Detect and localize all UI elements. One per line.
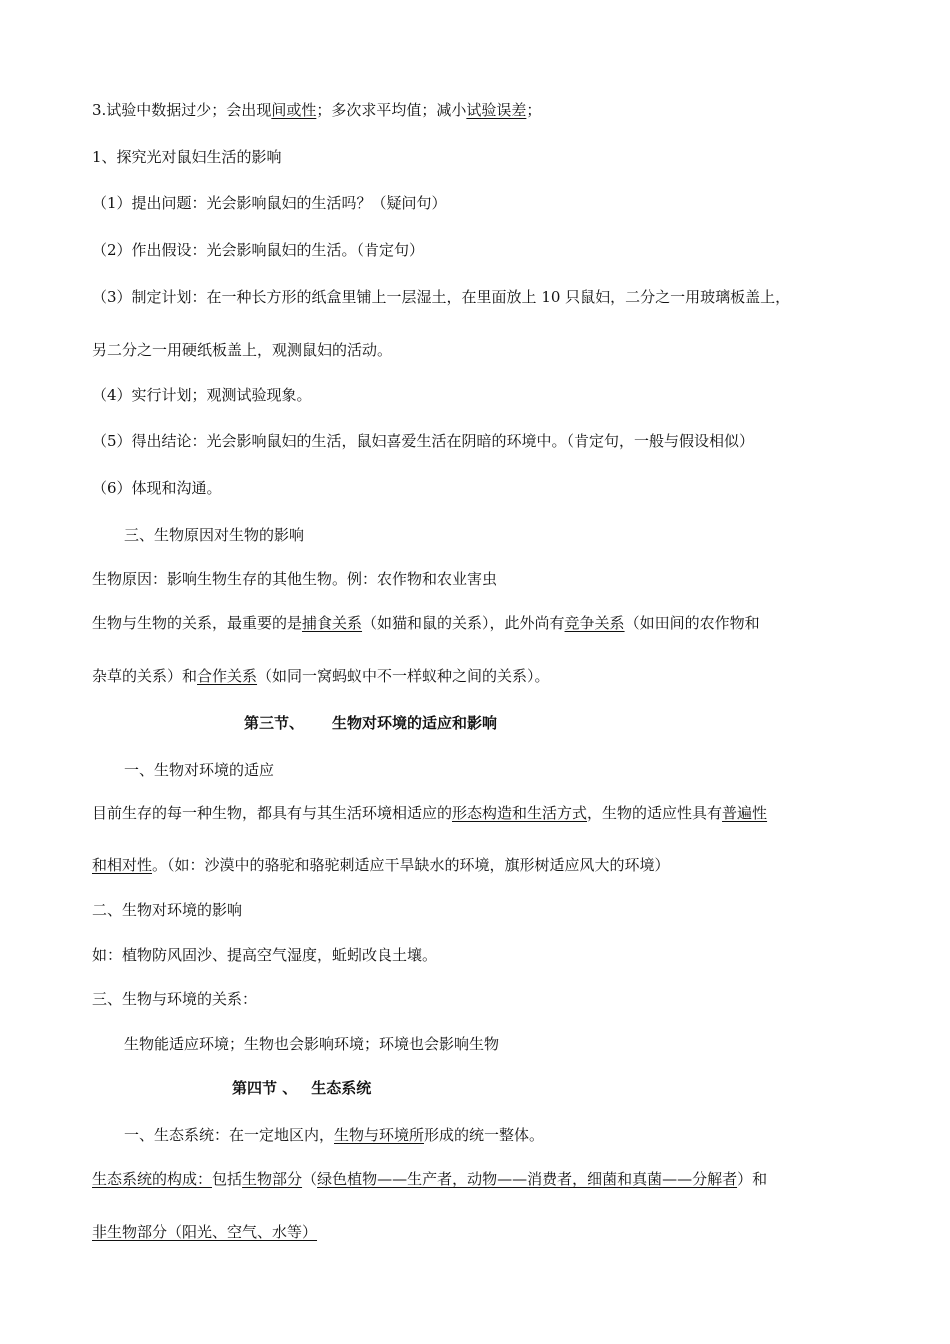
underlined-term: 生物部分 — [242, 1170, 303, 1188]
subheading-relationship: 三、生物与环境的关系： — [92, 990, 258, 1008]
text: ）和 — [737, 1170, 768, 1188]
underlined-term: 竞争关系 — [564, 614, 625, 632]
influence-example: 如：植物防风固沙、提高空气湿度，蚯蚓改良土壤。 — [92, 946, 438, 964]
subheading-adaptation: 一、生物对环境的适应 — [124, 761, 275, 779]
text: ； — [526, 101, 542, 119]
underlined-term: 生态系统的构成： — [92, 1170, 213, 1188]
underlined-term: 捕食关系 — [302, 614, 363, 632]
text: （如同一窝蚂蚁中不一样蚁种之间的关系）。 — [257, 667, 550, 685]
text: ，生物的适应性具有 — [587, 804, 723, 822]
text: 杂草的关系）和 — [92, 667, 198, 685]
adaptation-paragraph — [92, 803, 767, 823]
section-title: 生态系统 — [311, 1079, 372, 1097]
underlined-term: 绿色植物——生产者，动物——消费者，细菌和真菌——分解者 — [317, 1170, 738, 1188]
ecosystem-composition — [92, 1169, 767, 1189]
underlined-term: 合作关系 — [197, 667, 258, 685]
step-3-continued: 另二分之一用硬纸板盖上，观测鼠妇的活动。 — [92, 341, 393, 359]
step-1: （1）提出问题：光会影响鼠妇的生活吗？（疑问句） — [92, 194, 447, 212]
text: 生物与生物的关系，最重要的是 — [92, 614, 303, 632]
underlined-term: 间或性 — [271, 101, 317, 119]
text: （如猫和鼠的关系），此外尚有 — [362, 614, 565, 632]
text: 。（如：沙漠中的骆驼和骆驼刺适应干旱缺水的环境，旗形树适应风大的环境） — [152, 856, 670, 874]
underlined-term: 非生物部分（阳光、空气、水等） — [92, 1223, 318, 1241]
step-5: （5）得出结论：光会影响鼠妇的生活，鼠妇喜爱生活在阴暗的环境中。（肯定句，一般与假设相似） — [92, 432, 755, 450]
section-number: 第四节 、 — [232, 1079, 298, 1097]
ecosystem-composition-continued — [92, 1222, 317, 1242]
underlined-term: 试验误差 — [466, 101, 527, 119]
subheading-biotic-factors: 三、生物原因对生物的影响 — [124, 526, 305, 544]
text: （如田间的农作物和 — [624, 614, 760, 632]
text: 形成的统一整体。 — [424, 1126, 545, 1144]
section-title: 生物对环境的适应和影响 — [332, 714, 498, 732]
ecosystem-definition — [124, 1125, 544, 1145]
relationship-statement: 生物能适应环境；生物也会影响环境；环境也会影响生物 — [124, 1035, 500, 1053]
relations-paragraph — [92, 613, 760, 633]
text: 一、生态系统：在一定地区内， — [124, 1126, 335, 1144]
section-three-title — [244, 713, 497, 733]
section-four-title — [232, 1078, 371, 1098]
underlined-term: 普遍性 — [722, 804, 768, 822]
text: 目前生存的每一种生物，都具有与其生活环境相适应的 — [92, 804, 453, 822]
adaptation-paragraph-continued — [92, 855, 670, 875]
underlined-term: 和相对性 — [92, 856, 153, 874]
relations-paragraph-continued — [92, 666, 550, 686]
step-4: （4）实行计划；观测试验现象。 — [92, 386, 312, 404]
underlined-term: 生物与环境所 — [334, 1126, 425, 1144]
section-number: 第三节、 — [244, 714, 305, 732]
section-heading-light-experiment: 1、探究光对鼠妇生活的影响 — [92, 148, 282, 166]
biotic-factors-definition: 生物原因：影响生物生存的其他生物。例：农作物和农业害虫 — [92, 570, 498, 588]
text: 3.试验中数据过少；会出现 — [92, 101, 272, 119]
text: （ — [302, 1170, 318, 1188]
step-3: （3）制定计划：在一种长方形的纸盒里铺上一层湿土，在里面放上 10 只鼠妇，二分之一用玻璃板盖上， — [92, 288, 791, 306]
text: 包括 — [212, 1170, 243, 1188]
step-6: （6）体现和沟通。 — [92, 479, 222, 497]
step-2: （2）作出假设：光会影响鼠妇的生活。（肯定句） — [92, 241, 425, 259]
subheading-influence: 二、生物对环境的影响 — [92, 901, 243, 919]
underlined-term: 形态构造和生活方式 — [452, 804, 588, 822]
line-experiment-data — [92, 100, 541, 120]
text: ；多次求平均值；减小 — [316, 101, 467, 119]
